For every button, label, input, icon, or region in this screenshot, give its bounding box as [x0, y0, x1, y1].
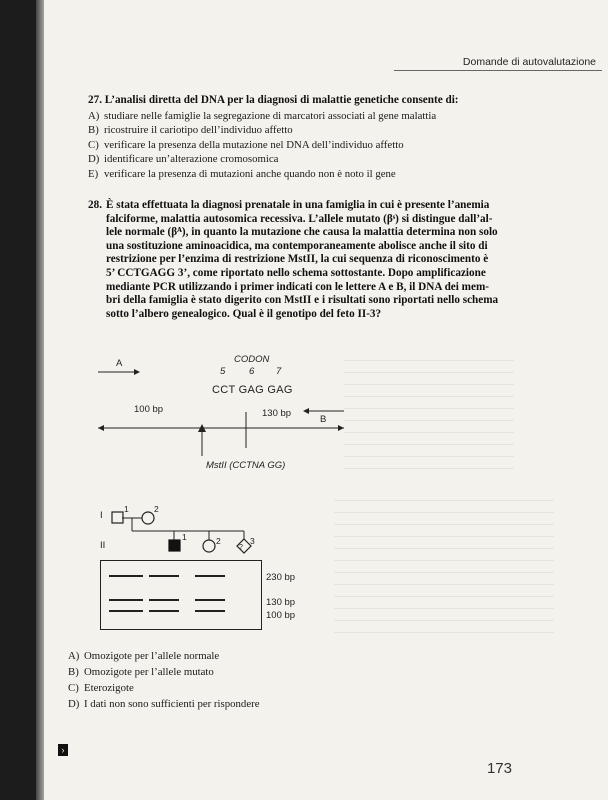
generation-i-label: I [100, 510, 103, 521]
question-27 [88, 94, 558, 108]
gel-label-230bp: 230 bp [266, 572, 296, 583]
enzyme-site-label: MstII (CCTNA GG) [206, 460, 286, 471]
q27-option-c[interactable]: C) verificare la presenza della mutazione nel DNA dell’individuo affetto [88, 139, 404, 151]
fragment-right-length: 130 bp [262, 408, 292, 419]
pedigree-ii2-female [203, 540, 215, 552]
q28-option-b[interactable]: B) Omozigote per l’allele mutato [68, 666, 214, 678]
question-27-stem: L’analisi diretta del DNA per la diagnosi di malattie genetiche consente di: [104, 94, 459, 106]
q28-option-c[interactable]: C) Eterozigote [68, 682, 134, 694]
gel-band [195, 599, 225, 601]
fragment-left-length: 100 bp [134, 404, 164, 415]
question-27-number: 27. [88, 94, 102, 106]
gel-band [149, 610, 179, 612]
pedigree-i1-male [112, 512, 123, 523]
primer-a-label: A [116, 358, 123, 369]
gel-band [109, 599, 143, 601]
dna-sequence: CCT GAG GAG [212, 384, 293, 396]
codon-number-7: 7 [276, 366, 282, 377]
gel-label-130bp: 130 bp [266, 597, 296, 608]
pedigree-label-ii1: 1 [182, 532, 187, 542]
restriction-map-diagram [94, 352, 354, 482]
q27-option-a[interactable]: A) studiare nelle famiglie la segregazione di marcatori associati al gene malattia [88, 110, 437, 122]
pedigree-label-ii2: 2 [216, 536, 221, 546]
gel-band [109, 610, 143, 612]
pedigree-i2-female [142, 512, 154, 524]
gel-label-100bp: 100 bp [266, 610, 296, 621]
header-rule [394, 70, 602, 71]
bleed-through-texture [344, 360, 514, 480]
gel-band [109, 575, 143, 577]
bleed-through-texture [334, 500, 554, 640]
gel-band [195, 610, 225, 612]
primer-b-label: B [320, 414, 327, 425]
question-28-number: 28. [88, 199, 102, 211]
running-header: Domande di autovalutazione [462, 56, 596, 68]
q28-option-d[interactable]: D) I dati non sono sufficienti per rispondere [68, 698, 260, 710]
codon-number-6: 6 [249, 366, 255, 377]
pedigree-label-i1: 1 [124, 504, 129, 514]
codon-label: CODON [234, 354, 270, 365]
q27-option-b[interactable]: B) ricostruire il cariotipo dell’individuo affetto [88, 124, 293, 136]
page-number: 173 [486, 760, 512, 777]
codon-number-5: 5 [220, 366, 226, 377]
q27-option-e[interactable]: E) verificare la presenza di mutazioni anche quando non è noto il gene [88, 168, 396, 180]
question-28-stem: È stata effettuata la diagnosi prenatale in una famiglia in cui è presente l’anemia falciforme, malattia autosomica recessiva. L’allele mutato (βˢ) si distingue dall’al- lele normale (βᴬ), in quanto la mutazione che causa la malattia determina non solo una sostituzione aminoacidica, ma contemporaneamente abolisce anche il sito di restrizione per l’enzima di restrizione MstII, la cui sequenza di riconoscimento è 5’ CCTGAGG 3’, come riportato nello schema sottostante. Dopo amplificazione mediante PCR utilizzando i primer indicati con le lettere A e B, il DNA dei mem- bri della famiglia è stato digerito con MstII e i risultati sono riportati nello schema sotto l’albero genealogico. Qual è il genotipo del feto II-3? [106, 199, 499, 320]
gel-band [149, 575, 179, 577]
chevron-right-icon: › [58, 744, 68, 756]
q28-option-a[interactable]: A) Omozigote per l’allele normale [68, 650, 220, 662]
pedigree-ii1-affected-male [169, 540, 180, 551]
svg-text:?: ? [239, 544, 243, 551]
pedigree-label-ii3: 3 [250, 536, 255, 546]
gel-band [195, 575, 225, 577]
q27-option-d[interactable]: D) identificare un’alterazione cromosomica [88, 153, 279, 165]
generation-ii-label: II [100, 540, 106, 551]
book-page [44, 0, 608, 800]
gel-electrophoresis [100, 560, 262, 630]
pedigree-label-i2: 2 [154, 504, 159, 514]
gel-band [149, 599, 179, 601]
